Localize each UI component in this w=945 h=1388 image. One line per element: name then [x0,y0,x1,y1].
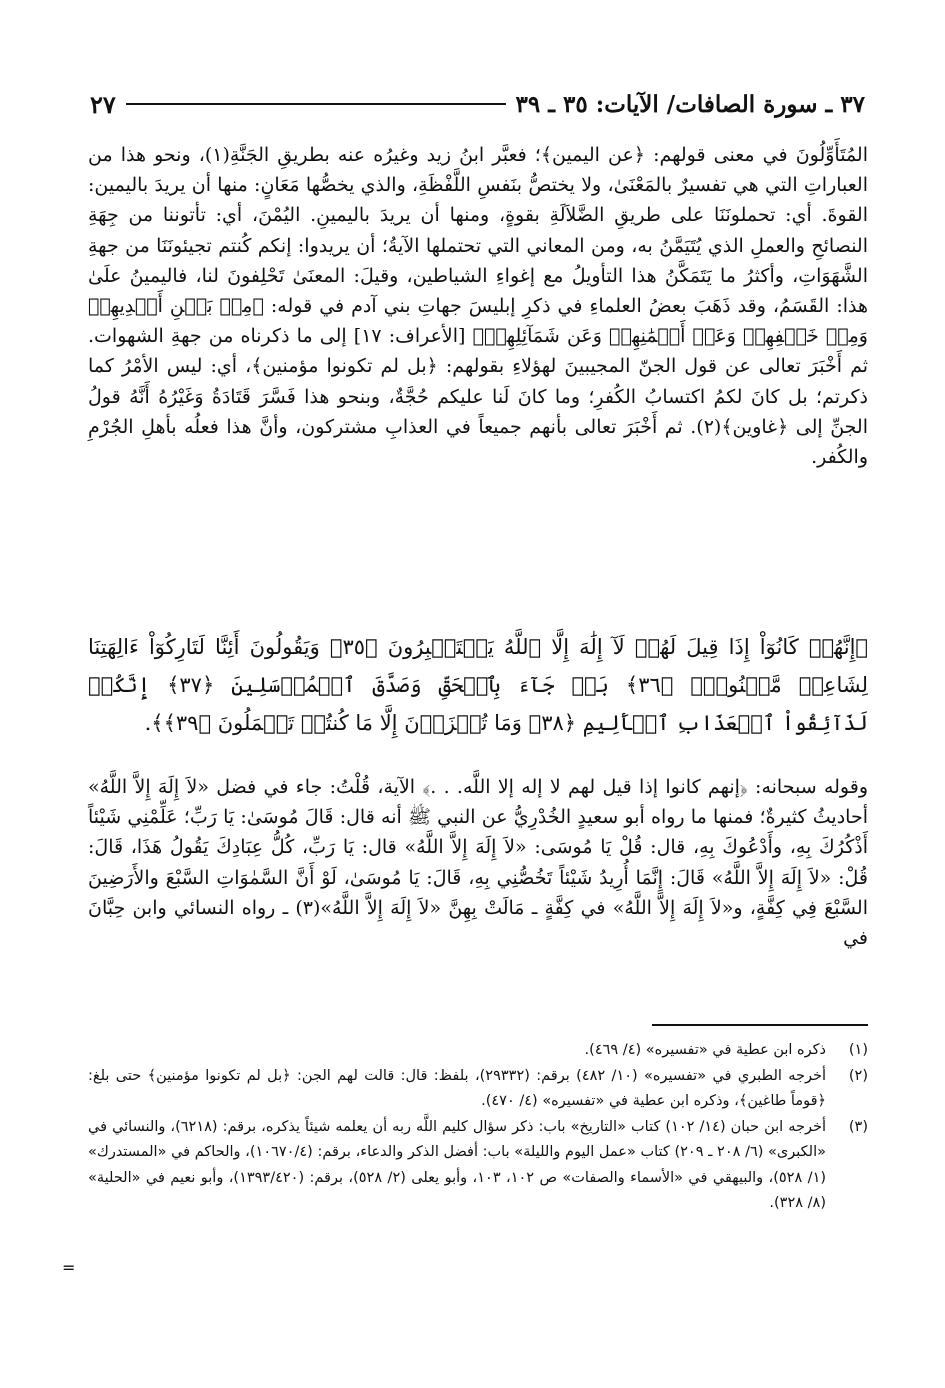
running-header [90,86,865,122]
footnotes [88,1038,868,1217]
margin-mark: = [62,1258,76,1277]
footnote-separator [652,1024,868,1026]
footnote-text: أخرجه الطبري في «تفسيره» (١٠/ ٤٨٢) برقم: (٢٩٣٣٢)، بلفظ: قال: قالت لهم الجن: ﴿بل لم تكونوا مؤمنين﴾ حتى بلغ: ﴿قوماً طاغين﴾، وذكره ابن عطية في «تفسيره» (٤/ ٤٧٠). [88,1067,826,1109]
main-text-block [88,140,868,472]
commentary-paragraph-1: المُتَأَوِّلُونَ في معنى قولهم: ﴿عن اليمين﴾؛ فعبَّر ابنُ زيد وغيرُه عنه بطريقِ الجَنَّةِ(١)، ونحو هذا من العباراتِ التي هي تفسيرٌ بالمَعْنَىٰ، ولا يختصُّ بنَفسِ اللَّفْظَةِ، والذي يخصُّها مَعَانٍ: منها أن يريدَ باليمين: القوةَ. أي: تحملونَنَا على طريقِ الضَّلاَلَةِ بقوةٍ، ومنها أن يريدَ باليمينِ. اليُمْنَ، أي: تأتوننا من جِهَةِ النصائحِ والعملِ الذي يُتَيَمَّنُ به، ومن المعاني التي تحتملها الآيةُ؛ أن يريدوا: إنكم كُنتم تجيئونَنَا من جهةِ الشَّهَوَاتِ، وأكثرُ ما يَتَمَكَّنُ هذا التأويلُ مع إغواءِ الشياطين، وقيلَ: المعنَىٰ تَحْلِفونَ لنا، فاليمينُ علَىٰ هذا: القَسَمُ، وقد ذَهَبَ بعضُ العلماءِ في ذكرِ إبليسَ جهاتِ بني آدم في قوله: ﴿مِنۢ بَيۡنِ أَيۡدِيهِمۡ وَمِنۡ خَلۡفِهِمۡ وَعَنۡ أَيۡمَٰنِهِمۡ وَعَن شَمَآئِلِهِمۡ﴾ [الأعراف: ١٧] إلى ما ذكرناه من جهةِ الشهوات. ثم أَخْبَرَ تعالى عن قول الجنّ المجيبينَ لهؤلاءِ بقولهم: ﴿بل لم تكونوا مؤمنين﴾، أي: ليس الأمْرُ كما ذكرتم؛ بل كانَ لكمُ اكتسابُ الكُفرِ؛ وما كانَ لَنا عليكم حُجَّةٌ، وبنحو هذا فَسَّرَ قَتَادَةُ وَغَيْرُهُ أَنَّهُ قولُ الجنِّ إلى ﴿غاوين﴾(٢). ثم أَخْبَرَ تعالى بأنهم جميعاً في العذابِ مشتركون، وأنَّ هذا فعلُه بأهلِ الجُرْمِ والكُفر. [88,144,869,469]
commentary-block-2 [88,772,868,953]
header-title: ٣٧ ـ سورة الصافات/ الآيات: ٣٥ ـ ٣٩ [515,90,865,118]
commentary-paragraph-2: وقوله سبحانه: ﴿إنهم كانوا إذا قيل لهم لا إله إلا اللَّه. . .﴾ الآية، قُلْتُ: جاء في فضل «لاَ إِلَهَ إِلاَّ اللَّهُ» أحاديثُ كثيرةٌ؛ فمنها ما رواه أبو سعيدٍ الخُدْرِيُّ عن النبي ﷺ أنه قال: قَالَ مُوسَىٰ: يَا رَبِّ؛ عَلِّمْنِي شَيْئاً أَذْكُرُكَ بِهِ، وأَدْعُوكَ بِهِ، قال: قُلْ يَا مُوسَى: «لاَ إِلَهَ إِلاَّ اللَّهُ» قال: يَا رَبِّ، كُلُّ عِبَادِكَ يَقُولُ هَذَا، قَالَ: قُلْ: «لاَ إِلَهَ إِلاَّ اللَّهُ» قَالَ: إِنَّمَا أُرِيدُ شَيْئاً تَخُصُّنِي بِهِ، قَالَ: يَا مُوسَىٰ، لَوْ أَنَّ السَّمٰوَاتِ السَّبْعَ والأَرَضِينَ السَّبْعَ فِي كِفَّةٍ، و«لاَ إِلَهَ إِلاَّ اللَّهُ» في كِفَّةٍ ـ مَالَتْ بِهِنَّ «لاَ إِلَهَ إِلاَّ اللَّهُ»(٣) ـ رواه النسائي وابن حِبَّانَ في [88,776,869,950]
footnote-number: (٢) [848,1067,868,1084]
footnote-number: (١) [848,1042,868,1058]
footnote-text: أخرجه ابن حبان (١٤/ ١٠٢) كتاب «التاريخ» باب: ذكر سؤال كليم اللَّه ربه أن يعلمه شيئاً يذكره، برقم: (٦٢١٨)، والنسائي في «الكبرى» (٦/ ٢٠٨ ـ ٢٠٩) كتاب «عمل اليوم والليلة» باب: أفضل الذكر والدعاء، برقم: (١٠٦٧٠/٤)، والحاكم في «المستدرك» (١/ ٥٢٨)، والبيهقي في «الأسماء والصفات» ص ١٠٢، ١٠٣، وأبو يعلى (٢/ ٥٢٨)، برقم: (١٣٩٣/٤٢٠)، وأبو نعيم في «الحلية» (٨/ ٣٢٨). [88,1118,827,1211]
quran-verses: ﴿إِنَّهُمۡ كَانُوٓاْ إِذَا قِيلَ لَهُمۡ لَآ إِلَٰهَ إِلَّا ٱللَّهُ يَسۡتَكۡبِرُونَ ﴿٣٥﴾ وَيَقُولُونَ أَئِنَّا لَتَارِكُوٓاْ ءَالِهَتِنَا لِشَاعِرٖ مَّجۡنُونِۭ ﴿٣٦﴾ بَلۡ جَآءَ بِٱلۡحَقِّ وَصَدَّقَ ٱلۡمُرۡسَلِينَ ﴿٣٧﴾ إِنَّكُمۡ لَذَآئِقُواْ ٱلۡعَذَابِ ٱلۡأَلِيمِ ﴿٣٨﴾ وَمَا تُجۡزَوۡنَ إِلَّا مَا كُنتُمۡ تَعۡمَلُونَ ﴿٣٩﴾﴾. [88,635,869,735]
footnote-number: (٣) [848,1118,868,1135]
header-rule [126,103,506,105]
page-number: ٢٧ [90,89,116,119]
quran-verses-block [88,628,868,742]
footnote [88,1115,868,1217]
footnote-text: ذكره ابن عطية في «تفسيره» (٤/ ٤٦٩). [584,1042,826,1058]
footnote [88,1064,868,1115]
footnote [88,1038,868,1064]
